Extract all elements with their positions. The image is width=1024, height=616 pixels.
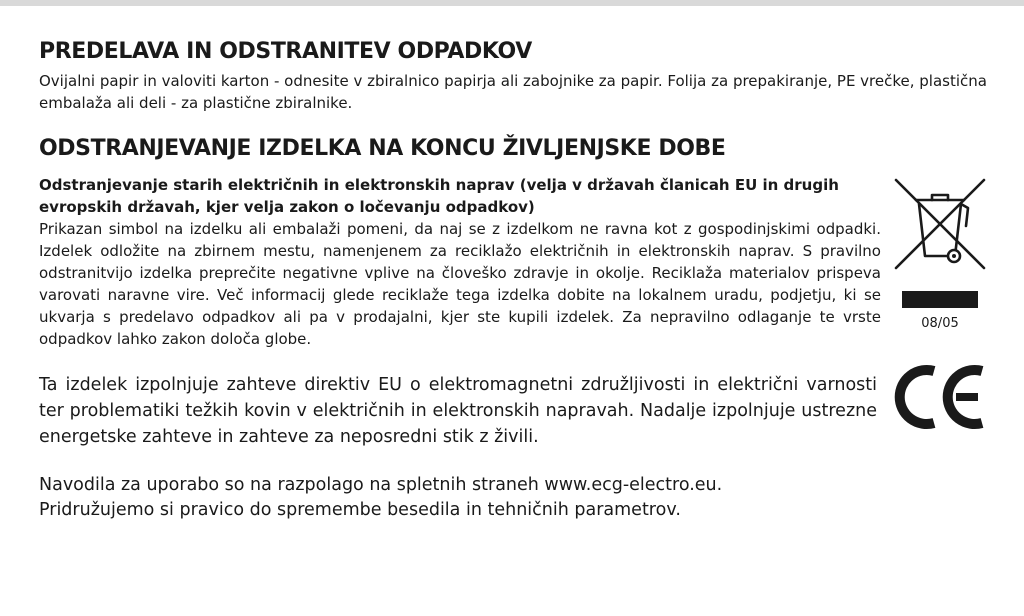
waste-disposal-heading: PREDELAVA IN ODSTRANITEV ODPADKOV [39,39,532,64]
end-of-life-subheading: Odstranjevanje starih električnih in elektronskih naprav (velja v državah članicah EU in drugih evropskih državah, kjer velja zakon o ločevanju odpadkov) [39,176,839,216]
rights-reserved-line: Pridružujemo si pravico do spremembe besedila in tehničnih parametrov. [39,500,681,520]
end-of-life-body: Prikazan simbol na izdelku ali embalaži pomeni, da naj se z izdelkom ne ravna kot z gospodinjskimi odpadki. Izdelek odložite na zbirnem mestu, namenjenem za reciklažo električnih in elektronskih naprav. S pravilno odstranitvijo izdelka preprečite negativne vplive na človeško zdravje in okolje. Reciklaža materialov prispeva varovati naravne vire. Več informacij glede reciklaže tega izdelka dobite na lokalnem uradu, podjetju, ki se ukvarja s predelavo odpadkov ali pa v prodajalni, kjer ste kupili izdelek. Za nepravilno odlaganje te vrste odpadkov lahko zakon določa globe. [39,220,881,348]
waste-disposal-text: Ovijalni papir in valoviti karton - odnesite v zbiralnico papirja ali zabojnike za papir. Folija za prepakiranje, PE vrečke, plastična embalaža ali deli - za plastične zbiralnike. [39,72,987,112]
top-divider-bar [0,0,1024,6]
weee-date-bar [902,291,978,308]
ce-mark-icon [894,362,988,432]
crossed-out-wheelie-bin-icon [892,176,988,272]
manual-availability-line: Navodila za uporabo so na razpolago na spletnih straneh www.ecg-electro.eu. [39,475,723,495]
weee-date-code: 08/05 [921,316,959,331]
ce-compliance-text: Ta izdelek izpolnjuje zahteve direktiv EU o elektromagnetni združljivosti in električni varnosti ter problematiki težkih kovin v električnih in elektronskih napravah. Nadalje izpolnjuje ustrezne energetske zahteve in zahteve za neposredni stik z živili. [39,375,877,447]
end-of-life-heading: ODSTRANJEVANJE IZDELKA NA KONCU ŽIVLJENJSKE DOBE [39,136,726,161]
